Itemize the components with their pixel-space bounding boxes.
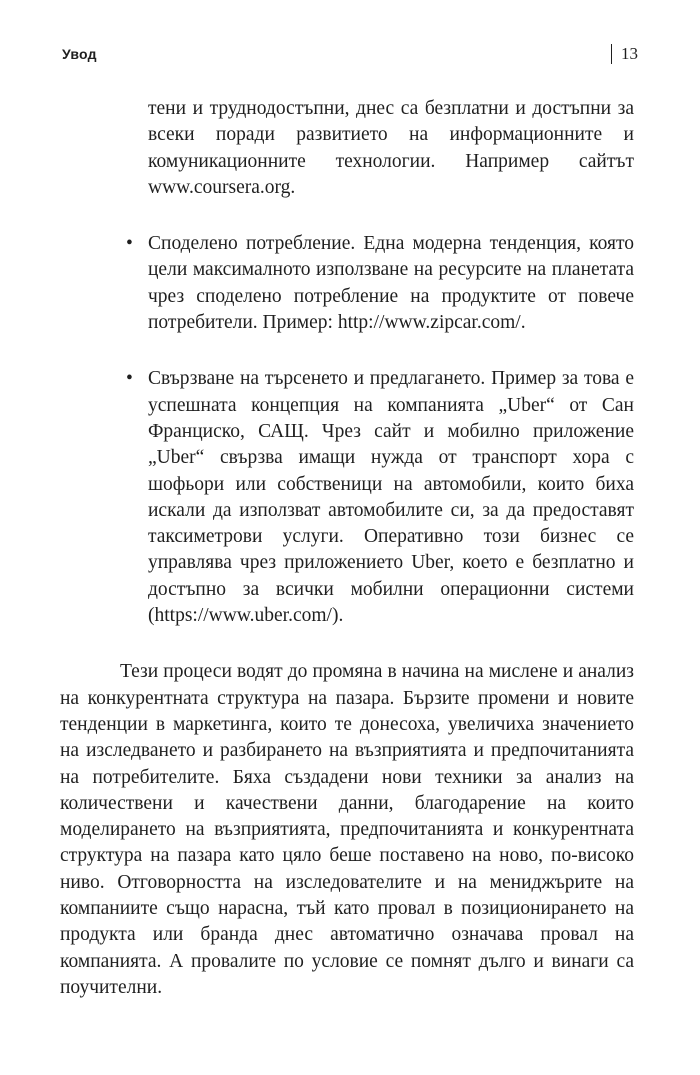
page-header xyxy=(62,46,638,70)
list-item-shared-consumption xyxy=(126,231,634,336)
page-number: 13 xyxy=(621,44,638,63)
continued-list-item: тени и труднодостъпни, днес са безплатни и достъпни за всеки поради развитието на информационните и комуникационните технологии. Например сайтът www.coursera.org. xyxy=(148,98,634,198)
list-item-text: Споделено потребление. Една модерна тенденция, която цели максималното използване на ресурсите на планетата чрез споделено потребление на продуктите от повече потребители. Пример: http://www.zipcar.com/. xyxy=(148,233,634,334)
bullet-list xyxy=(60,231,634,629)
folio xyxy=(611,44,638,64)
running-title: Увод xyxy=(62,46,97,62)
bullet-icon: • xyxy=(126,368,133,390)
list-item-supply-demand xyxy=(126,366,634,629)
list-item-text: Свързване на търсенето и предлагането. Пример за това е успешната концепция на компанията „Uber“ от Сан Франциско, САЩ. Чрез сайт и мобилно приложение „Uber“ свързва имащи нужда от транспорт хора с шофьори или собственици на автомобили, които биха искали да използват автомобилите си, за да предоставят таксиметрови услуги. Оперативно този бизнес се управлява чрез приложението Uber, което е безплатно и достъпно за всички мобилни операционни системи (https://www.uber.com/). xyxy=(148,368,634,627)
page-body xyxy=(60,96,634,1001)
body-paragraph: Тези процеси водят до промяна в начина на мислене и анализ на конкурентната структура на пазара. Бързите промени и новите тенденции в маркетинга, които те донесоха, увеличиха значението на изследването и разбирането на възприятията и предпочитанията на потребителите. Бяха създадени нови техники за анализ на количествени и качествени данни, благодарение на които моделирането на възприятията, предпочитанията и конкурентната структура на пазара като цяло беше поставено на ново, по-високо ниво. Отговорността на изследователите и на мениджърите на компаниите също нарасна, тъй като провал в позиционирането на продукта или бранда днес автоматично означава провал на компанията. А провалите по условие се помнят дълго и винаги са поучителни. xyxy=(60,661,634,998)
folio-divider xyxy=(611,44,612,64)
bullet-icon: • xyxy=(126,233,133,255)
